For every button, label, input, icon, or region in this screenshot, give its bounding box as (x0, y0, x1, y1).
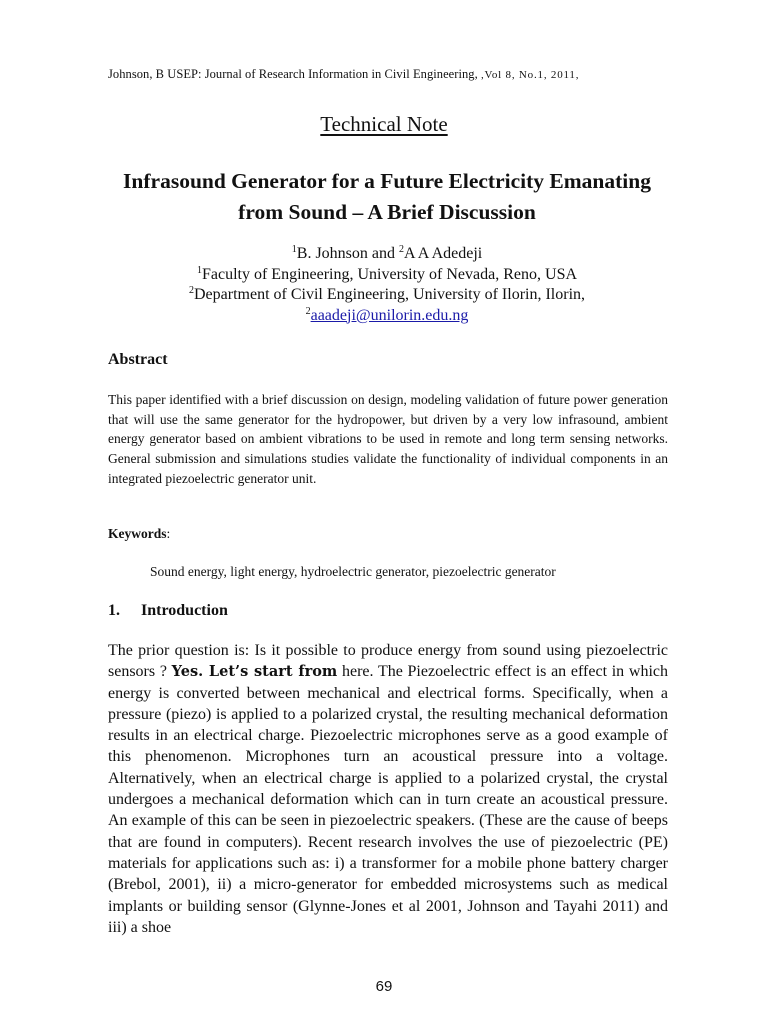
affiliation-2 (100, 285, 674, 306)
keywords-colon: : (166, 526, 171, 541)
affiliation-text: Department of Civil Engineering, University of Ilorin, Ilorin, (193, 286, 586, 303)
volume-info: ,Vol 8, No.1, 2011, (480, 69, 580, 81)
affiliation-marker: 2 (188, 285, 194, 296)
author-names (100, 244, 674, 265)
paragraph-text: The prior question is: Is it possible to produce energy from sound using piezoelectric sensors ? (108, 642, 668, 681)
section-number: 1. (108, 602, 120, 619)
author-name: A A Adedeji (404, 245, 483, 262)
note-type: Technical Note (320, 112, 448, 136)
keywords-heading (108, 526, 170, 542)
emphasized-text: Yes. Let’s start from (171, 663, 338, 681)
email-link[interactable]: aaadeji@unilorin.edu.ng (310, 306, 469, 324)
affiliation-marker: 1 (291, 244, 297, 255)
author-name: B. Johnson and (296, 245, 399, 262)
paper-title: Infrasound Generator for a Future Electricity Emanating from Sound – A Brief Discussion (123, 169, 651, 224)
abstract-heading: Abstract (108, 351, 168, 368)
affiliation-marker: 1 (196, 264, 202, 276)
contact-email (100, 306, 674, 327)
introduction-paragraph (108, 640, 668, 938)
running-head-text: Johnson, B USEP: Journal of Research Information in Civil Engineering, (108, 67, 481, 81)
section-heading-introduction (108, 602, 228, 620)
affiliation-1 (100, 265, 674, 286)
affiliation-marker: 2 (399, 244, 404, 255)
author-block (100, 244, 674, 326)
keywords-label: Keywords (108, 526, 167, 541)
running-header (108, 67, 668, 82)
page-number: 69 (375, 978, 393, 995)
keywords-list: Sound energy, light energy, hydroelectric generator, piezoelectric generator (150, 564, 556, 579)
section-title: Introduction (141, 602, 228, 619)
affiliation-marker: 2 (305, 305, 311, 317)
affiliation-text: Faculty of Engineering, University of Nevada, Reno, USA (201, 265, 578, 283)
abstract-text: This paper identified with a brief discussion on design, modeling validation of future power generation that will use the same generator for the hydropower, but driven by a very low infrasound, ambient energy generator based on ambient vibrations to be used in remote and long term sensing networks. General submission and simulations studies validate the functionality of individual components in an integrated piezoelectric generator unit. (108, 392, 668, 486)
paragraph-text: here. The Piezoelectric effect is an effect in which energy is converted between mechanical and electrical forms. Specifically, when a pressure (piezo) is applied to a polarized crystal, the resulting mechanical deformation results in an electrical charge. Piezoelectric microphones serve as a good example of this phenomenon. Microphones turn an acoustical pressure into a voltage. Alternatively, when an electrical charge is applied to a polarized crystal, the crystal undergoes a mechanical deformation which can in turn create an acoustical pressure. An example of this can be seen in piezoelectric speakers. (These are the cause of beeps that are found in computers). Recent research involves the use of piezoelectric (PE) materials for applications such as: i) a transformer for a mobile phone battery charger (Brebol, 2001), ii) a micro-generator for embedded microsystems such as medical implants or building sensor (Glynne-Jones et al 2001, Johnson and Tayahi 2011) and iii) a shoe (108, 663, 668, 936)
